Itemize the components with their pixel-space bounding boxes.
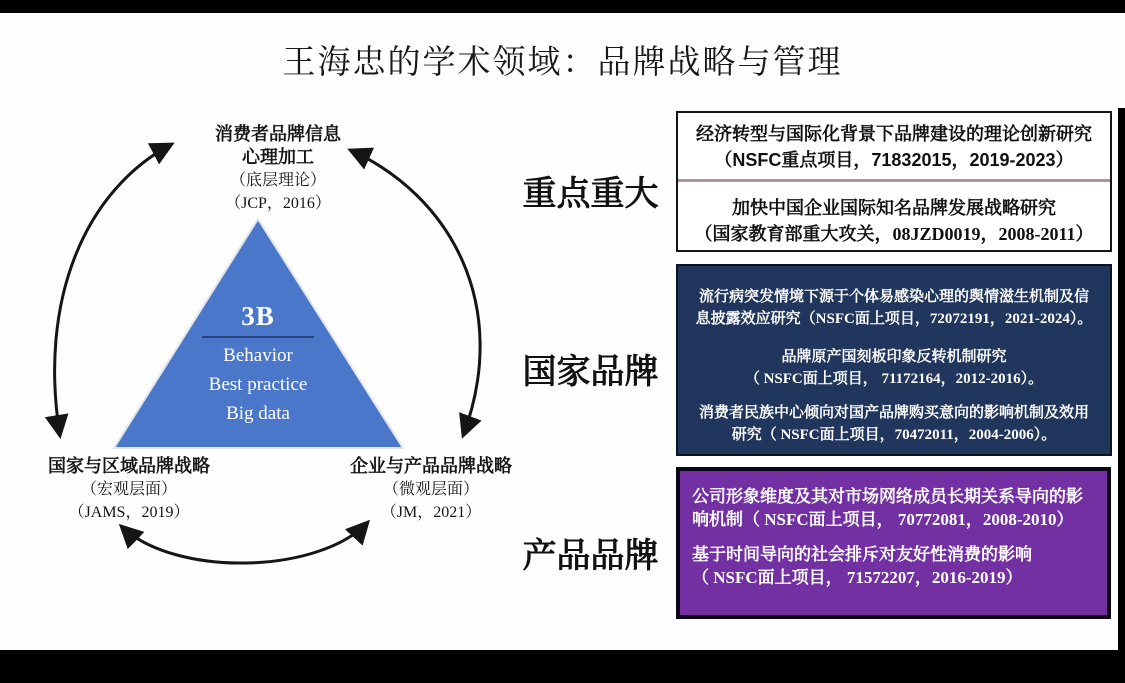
pyramid-text [158,301,358,425]
node-subtitle: （底层理论） [229,172,326,189]
node-subtitle: （宏观层面） [80,481,177,498]
letterbox-bottom-bar [0,650,1125,683]
pyramid-underline [202,336,314,338]
project-line: 经济转型与国际化背景下品牌建设的理论创新研究 [696,124,1092,144]
node-reference: （JM，2021） [380,504,482,521]
project-entry [678,402,1110,446]
node-corporate-product-brand [318,455,544,524]
project-line: 息披露效应研究（NSFC面上项目，72072191，2021-2024）。 [695,311,1093,327]
project-line: 研究（ NSFC面上项目，70472011，2004-2006）。 [731,427,1057,443]
project-entry [678,346,1110,390]
project-entry [692,485,1101,531]
box-divider [678,179,1110,182]
page-title: 王海忠的学术领域：品牌战略与管理 [282,45,843,81]
section-label-product-brand: 产品品牌 [522,538,659,575]
section-label-national-brand: 国家品牌 [522,354,659,391]
node-title: 消费者品牌信息 [215,124,341,144]
node-subtitle: （微观层面） [382,481,479,498]
pyramid-item-behavior: Behavior [223,345,293,366]
project-line: 流行病突发情境下源于个体易感染心理的舆情滋生机制及信 [698,289,1089,305]
node-title: 心理加工 [242,147,314,167]
section-label-key-major: 重点重大 [522,176,659,213]
screen-edge-strip [1118,108,1125,650]
node-national-regional-brand [16,455,242,524]
pyramid-item-best-practice: Best practice [208,374,308,395]
project-line: 品牌原产国刻板印象反转机制研究 [781,349,1007,365]
project-line: 基于时间导向的社会排斥对友好性消费的影响 [692,545,1032,564]
node-reference: （JAMS，2019） [68,504,190,521]
national-brand-projects-box [676,264,1112,456]
project-line: （ NSFC面上项目， 71572207，2016-2019） [692,568,1023,587]
pyramid-heading: 3B [241,301,275,331]
project-line: 公司形象维度及其对市场网络成员长期关系导向的影 [692,487,1083,506]
project-entry [678,195,1110,247]
project-line: （ NSFC面上项目， 71172164，2012-2016）。 [744,371,1044,387]
pyramid-item-big-data: Big data [226,403,290,424]
product-brand-projects-box [676,467,1111,619]
project-line: （NSFC重点项目，71832015，2019-2023） [714,150,1074,170]
bottom-cycle-arrow [121,522,368,563]
project-line: 消费者民族中心倾向对国产品牌购买意向的影响机制及效用 [698,405,1089,421]
project-line: （国家教育部重大攻关，08JZD0019，2008-2011） [694,224,1094,244]
project-line: 加快中国企业国际知名品牌发展战略研究 [732,198,1056,218]
node-consumer-brand [167,123,389,215]
key-major-projects-box [676,111,1112,252]
project-entry [678,286,1110,330]
project-entry [678,121,1110,173]
project-entry [692,543,1101,589]
node-title: 国家与区域品牌战略 [48,456,210,476]
node-reference: （JCP，2016） [225,195,331,212]
node-title: 企业与产品品牌战略 [350,456,512,476]
project-line: 响机制（ NSFC面上项目， 70772081，2008-2010） [692,510,1074,529]
